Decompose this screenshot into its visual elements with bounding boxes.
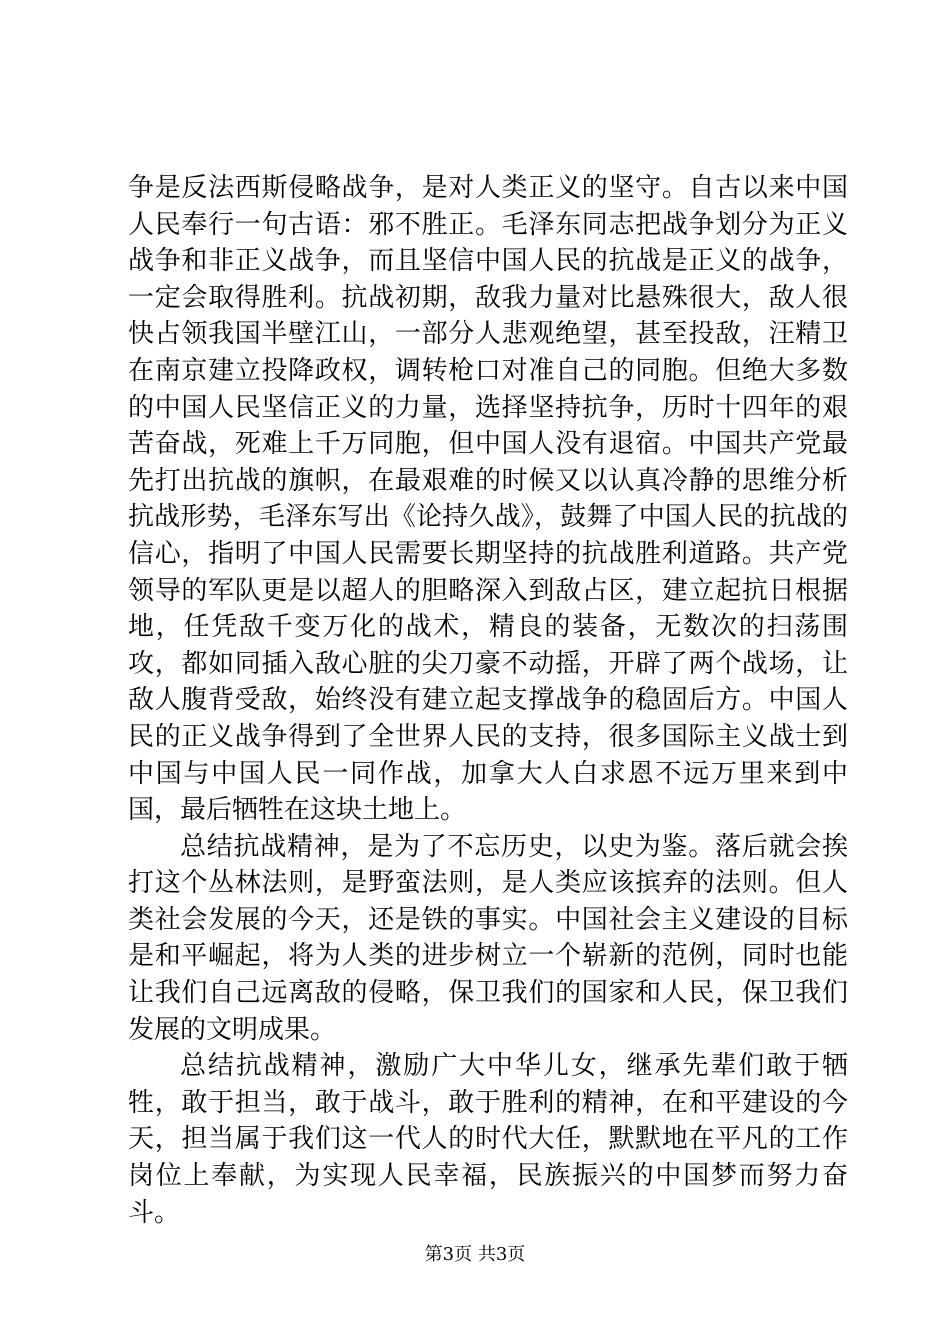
paragraph-continuation: 争是反法西斯侵略战争，是对人类正义的坚守。自古以来中国人民奉行一句古语：邪不胜正。毛泽东同志把战争划分为正义战争和非正义战争，而且坚信中国人民的抗战是正义的战争，一定会取得胜利。抗战初期，敌我力量对比悬殊很大，敌人很快占领我国半壁江山，一部分人悲观绝望，甚至投敌，汪精卫在南京建立投降政权，调转枪口对准自己的同胞。但绝大多数的中国人民坚信正义的力量，选择坚持抗争，历时十四年的艰苦奋战，死难上千万同胞，但中国人没有退宿。中国共产党最先打出抗战的旗帜，在最艰难的时候又以认真冷静的思维分析抗战形势，毛泽东写出《论持久战》，鼓舞了中国人民的抗战的信心，指明了中国人民需要长期坚持的抗战胜利道路。共产党领导的军队更是以超人的胆略深入到敌占区，建立起抗日根据地，任凭敌千变万化的战术，精良的装备，无数次的扫荡围攻，都如同插入敌心脏的尖刀豪不动摇，开辟了两个战场，让敌人腹背受敌，始终没有建立起支撑战争的稳固后方。中国人民的正义战争得到了全世界人民的支持，很多国际主义战士到中国与中国人民一同作战，加拿大人白求恩不远万里来到中国，最后牺牲在这块土地上。 — [128, 173, 848, 826]
paragraph-inspire-youth: 总结抗战精神，激励广大中华儿女，继承先辈们敢于牺牲，敢于担当，敢于战斗，敢于胜利的精神，在和平建设的今天，担当属于我们这一代人的时代大任，默默地在平凡的工作岗位上奉献，为实现人民幸福，民族振兴的中国梦而努力奋斗。 — [128, 1051, 848, 1228]
paragraph-history-lesson: 总结抗战精神，是为了不忘历史，以史为鉴。落后就会挨打这个丛林法则，是野蛮法则，是人类应该摈弃的法则。但人类社会发展的今天，还是铁的事实。中国社会主义建设的目标是和平崛起，将为人类的进步树立一个崭新的范例，同时也能让我们自己远离敌的侵略，保卫我们的国家和人民，保卫我们发展的文明成果。 — [128, 831, 848, 1045]
document-body — [128, 170, 848, 1231]
page-number-footer: 第3页 共3页 — [424, 1244, 526, 1265]
